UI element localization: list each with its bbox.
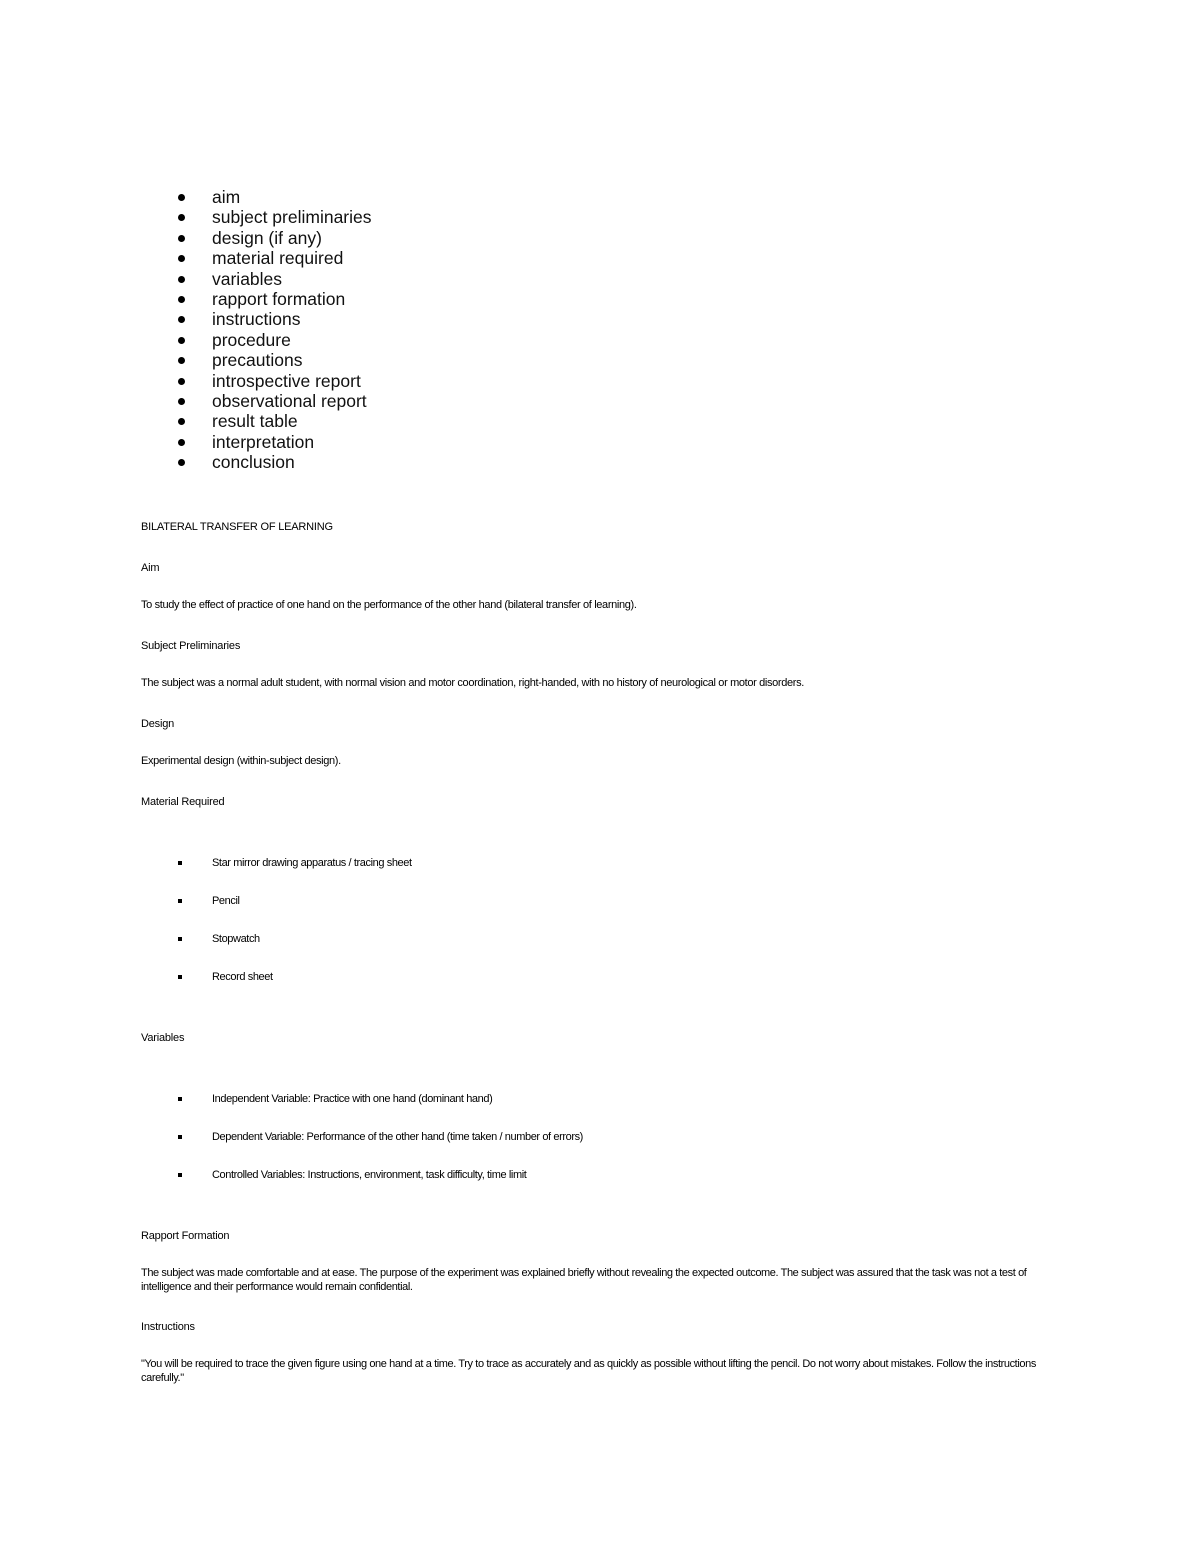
outline-item [176, 411, 372, 431]
report-outline-list [176, 187, 372, 472]
bullet-icon [178, 235, 185, 242]
outline-item [176, 269, 372, 289]
material-item [176, 932, 412, 970]
material-item [176, 970, 412, 1008]
outline-item-label: observational report [212, 390, 367, 411]
square-bullet-icon [178, 1135, 182, 1139]
outline-item-label: aim [212, 187, 241, 207]
variables-heading: Variables [141, 1032, 185, 1044]
material-item [176, 856, 412, 894]
variable-item [176, 1092, 583, 1130]
outline-item [176, 432, 372, 452]
outline-item [176, 289, 372, 309]
report-title: BILATERAL TRANSFER OF LEARNING [141, 521, 333, 533]
variable-item [176, 1168, 583, 1206]
material-item [176, 894, 412, 932]
outline-item [176, 452, 372, 472]
bullet-icon [178, 255, 185, 262]
rapport-formation-heading: Rapport Formation [141, 1230, 230, 1242]
bullet-icon [178, 357, 185, 364]
outline-item [176, 371, 372, 391]
outline-item-label: variables [212, 268, 283, 289]
outline-item-label: precautions [212, 350, 303, 371]
outline-item-label: result table [212, 411, 298, 432]
outline-item [176, 330, 372, 350]
bullet-icon [178, 296, 185, 303]
square-bullet-icon [178, 1097, 182, 1101]
outline-item-label: introspective report [212, 370, 361, 391]
bullet-icon [178, 398, 185, 405]
aim-heading: Aim [141, 562, 160, 574]
square-bullet-icon [178, 975, 182, 979]
bullet-icon [178, 214, 185, 221]
rapport-formation-text: The subject was made comfortable and at ease. The purpose of the experiment was explained briefly without revealing the expected outcome. The subject was assured that the task was not a test of intelligence and their performance would remain confidential. [141, 1267, 1027, 1293]
aim-text: To study the effect of practice of one hand on the performance of the other hand (bilateral transfer of learning). [141, 599, 637, 611]
outline-item-label: conclusion [212, 452, 295, 473]
variables-list [176, 1092, 583, 1206]
outline-item [176, 391, 372, 411]
outline-item-label: subject preliminaries [212, 207, 372, 228]
outline-item-label: material required [212, 248, 344, 269]
outline-item-label: procedure [212, 329, 291, 350]
material-item-label: Pencil [212, 895, 240, 907]
bullet-icon [178, 316, 185, 323]
subject-preliminaries-text: The subject was a normal adult student, with normal vision and motor coordination, right-handed, with no history of neurological or motor disorders. [141, 677, 804, 689]
outline-item-label: instructions [212, 309, 301, 330]
bullet-icon [178, 276, 185, 283]
materials-list [176, 856, 412, 1008]
material-item-label: Stopwatch [212, 933, 260, 945]
bullet-icon [178, 418, 185, 425]
square-bullet-icon [178, 937, 182, 941]
outline-item [176, 228, 372, 248]
bullet-icon [178, 459, 185, 466]
outline-item [176, 187, 372, 207]
bullet-icon [178, 439, 185, 446]
outline-item [176, 309, 372, 329]
square-bullet-icon [178, 861, 182, 865]
instructions-heading: Instructions [141, 1321, 195, 1333]
bullet-icon [178, 337, 185, 344]
outline-item [176, 350, 372, 370]
instructions-text: "You will be required to trace the given figure using one hand at a time. Try to trace as accurately and as quickly as possible without lifting the pencil. Do not worry about mistakes. Follow the instructions carefully." [141, 1358, 1036, 1384]
material-item-label: Star mirror drawing apparatus / tracing sheet [212, 857, 412, 869]
variable-item-label: Controlled Variables: Instructions, environment, task difficulty, time limit [212, 1169, 527, 1181]
variable-item-label: Dependent Variable: Performance of the other hand (time taken / number of errors) [212, 1131, 583, 1143]
square-bullet-icon [178, 1173, 182, 1177]
variable-item [176, 1130, 583, 1168]
outline-item [176, 248, 372, 268]
outline-item-label: interpretation [212, 431, 315, 452]
bullet-icon [178, 378, 185, 385]
design-heading: Design [141, 718, 175, 730]
outline-item-label: design (if any) [212, 227, 322, 248]
design-text: Experimental design (within-subject design). [141, 755, 341, 767]
subject-preliminaries-heading: Subject Preliminaries [141, 640, 241, 652]
outline-item [176, 207, 372, 227]
outline-item-label: rapport formation [212, 288, 346, 309]
bullet-icon [178, 194, 185, 201]
material-item-label: Record sheet [212, 971, 273, 983]
square-bullet-icon [178, 899, 182, 903]
material-required-heading: Material Required [141, 796, 225, 808]
variable-item-label: Independent Variable: Practice with one hand (dominant hand) [212, 1093, 493, 1105]
